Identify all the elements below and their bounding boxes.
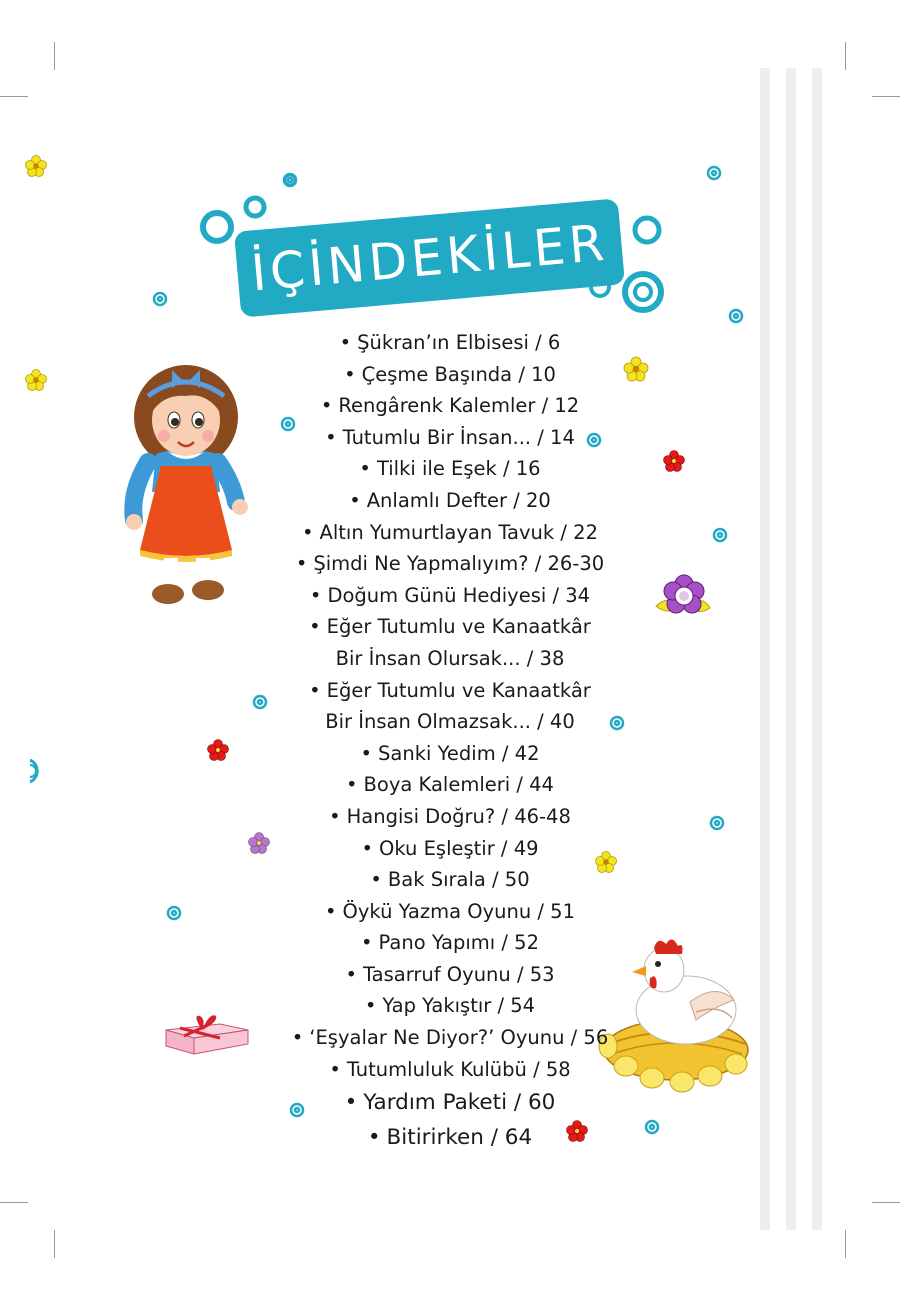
toc-item-label: Oku Eşleştir / 49 — [379, 836, 539, 860]
toc-item[interactable] — [250, 801, 650, 833]
toc-item-label: Pano Yapımı / 52 — [378, 931, 539, 955]
toc-item-label: Bir İnsan Olursak... / 38 — [335, 646, 565, 670]
bullet: • — [344, 362, 356, 386]
toc-item-label: Tutumluluk Kulübü / 58 — [346, 1057, 571, 1081]
bullet: • — [370, 868, 382, 892]
bullet: • — [309, 615, 321, 639]
toc-item[interactable] — [250, 390, 650, 422]
bullet: • — [345, 962, 357, 986]
toc-item[interactable] — [250, 611, 650, 643]
toc-item-label: ‘Eşyalar Ne Diyor?’ Oyunu / 56 — [309, 1026, 609, 1050]
bullet: • — [329, 804, 341, 828]
toc-item[interactable] — [250, 580, 650, 612]
toc-item-label: Sanki Yedim / 42 — [378, 741, 540, 765]
toc-item[interactable] — [250, 1085, 650, 1120]
toc-item-label: Hangisi Doğru? / 46-48 — [346, 804, 571, 828]
toc-item[interactable] — [250, 327, 650, 359]
toc-item-label: Öykü Yazma Oyunu / 51 — [342, 899, 575, 923]
bullet: • — [360, 741, 373, 765]
toc-item[interactable] — [250, 896, 650, 928]
bullet: • — [325, 425, 337, 449]
bullet: • — [325, 899, 337, 923]
gift-box-illustration — [162, 1008, 252, 1058]
toc-item-label: Bitirirken / 64 — [386, 1125, 533, 1151]
girl-illustration — [120, 362, 260, 612]
bullet: • — [291, 1026, 304, 1050]
toc-item[interactable] — [250, 927, 650, 959]
bullet: • — [329, 1057, 341, 1081]
toc-item[interactable] — [250, 769, 650, 801]
toc-item[interactable] — [250, 422, 650, 454]
bullet: • — [367, 1125, 381, 1151]
page-title: İÇİNDEKİLER — [248, 213, 611, 303]
toc-item-label: Altın Yumurtlayan Tavuk / 22 — [319, 520, 598, 544]
toc-item-label: Eğer Tutumlu ve Kanaatkâr — [326, 678, 591, 702]
bullet: • — [309, 678, 321, 702]
toc-item-label: Anlamlı Defter / 20 — [366, 488, 551, 512]
toc-item[interactable] — [250, 1120, 650, 1155]
toc-item-label: Doğum Günü Hediyesi / 34 — [327, 583, 591, 607]
toc-item[interactable] — [250, 675, 650, 707]
bullet: • — [349, 488, 361, 512]
toc-item[interactable] — [250, 990, 650, 1022]
toc-item-continuation[interactable] — [250, 706, 650, 738]
toc-item-label: Çeşme Başında / 10 — [361, 362, 556, 386]
bullet: • — [360, 931, 373, 955]
toc-item-continuation[interactable] — [250, 643, 650, 675]
toc-item-label: Yardım Paketi / 60 — [363, 1090, 556, 1116]
bullet: • — [361, 836, 373, 860]
toc-item-label: Bak Sırala / 50 — [387, 868, 530, 892]
bullet: • — [364, 994, 377, 1018]
toc-item[interactable] — [250, 1054, 650, 1086]
toc-item[interactable] — [250, 833, 650, 865]
bullet: • — [346, 773, 358, 797]
toc-item-label: Tutumlu Bir İnsan... / 14 — [342, 425, 575, 449]
table-of-contents — [250, 327, 650, 1155]
bullet: • — [359, 457, 371, 481]
toc-item-label: Tilki ile Eşek / 16 — [376, 457, 541, 481]
bullet: • — [344, 1090, 358, 1116]
toc-item-label: Rengârenk Kalemler / 12 — [338, 394, 580, 418]
toc-item-label: Eğer Tutumlu ve Kanaatkâr — [326, 615, 591, 639]
bullet: • — [295, 552, 308, 576]
toc-item[interactable] — [250, 1022, 650, 1054]
toc-item[interactable] — [250, 864, 650, 896]
bullet: • — [320, 394, 333, 418]
toc-item-label: Şükran’ın Elbisesi / 6 — [357, 331, 561, 354]
toc-item-label: Yap Yakıştır / 54 — [382, 994, 536, 1018]
toc-item[interactable] — [250, 959, 650, 991]
toc-item-label: Tasarruf Oyunu / 53 — [362, 962, 555, 986]
toc-item-label: Boya Kalemleri / 44 — [363, 773, 554, 797]
toc-item[interactable] — [250, 485, 650, 517]
toc-item[interactable] — [250, 738, 650, 770]
bullet: • — [302, 520, 314, 544]
bullet: • — [309, 583, 322, 607]
toc-item-label: Bir İnsan Olmazsak... / 40 — [325, 710, 575, 734]
bullet: • — [339, 331, 352, 354]
toc-item[interactable] — [250, 548, 650, 580]
toc-item-label: Şimdi Ne Yapmalıyım? / 26-30 — [313, 552, 605, 576]
toc-item[interactable] — [250, 517, 650, 549]
toc-item[interactable] — [250, 359, 650, 391]
toc-item[interactable] — [250, 453, 650, 485]
